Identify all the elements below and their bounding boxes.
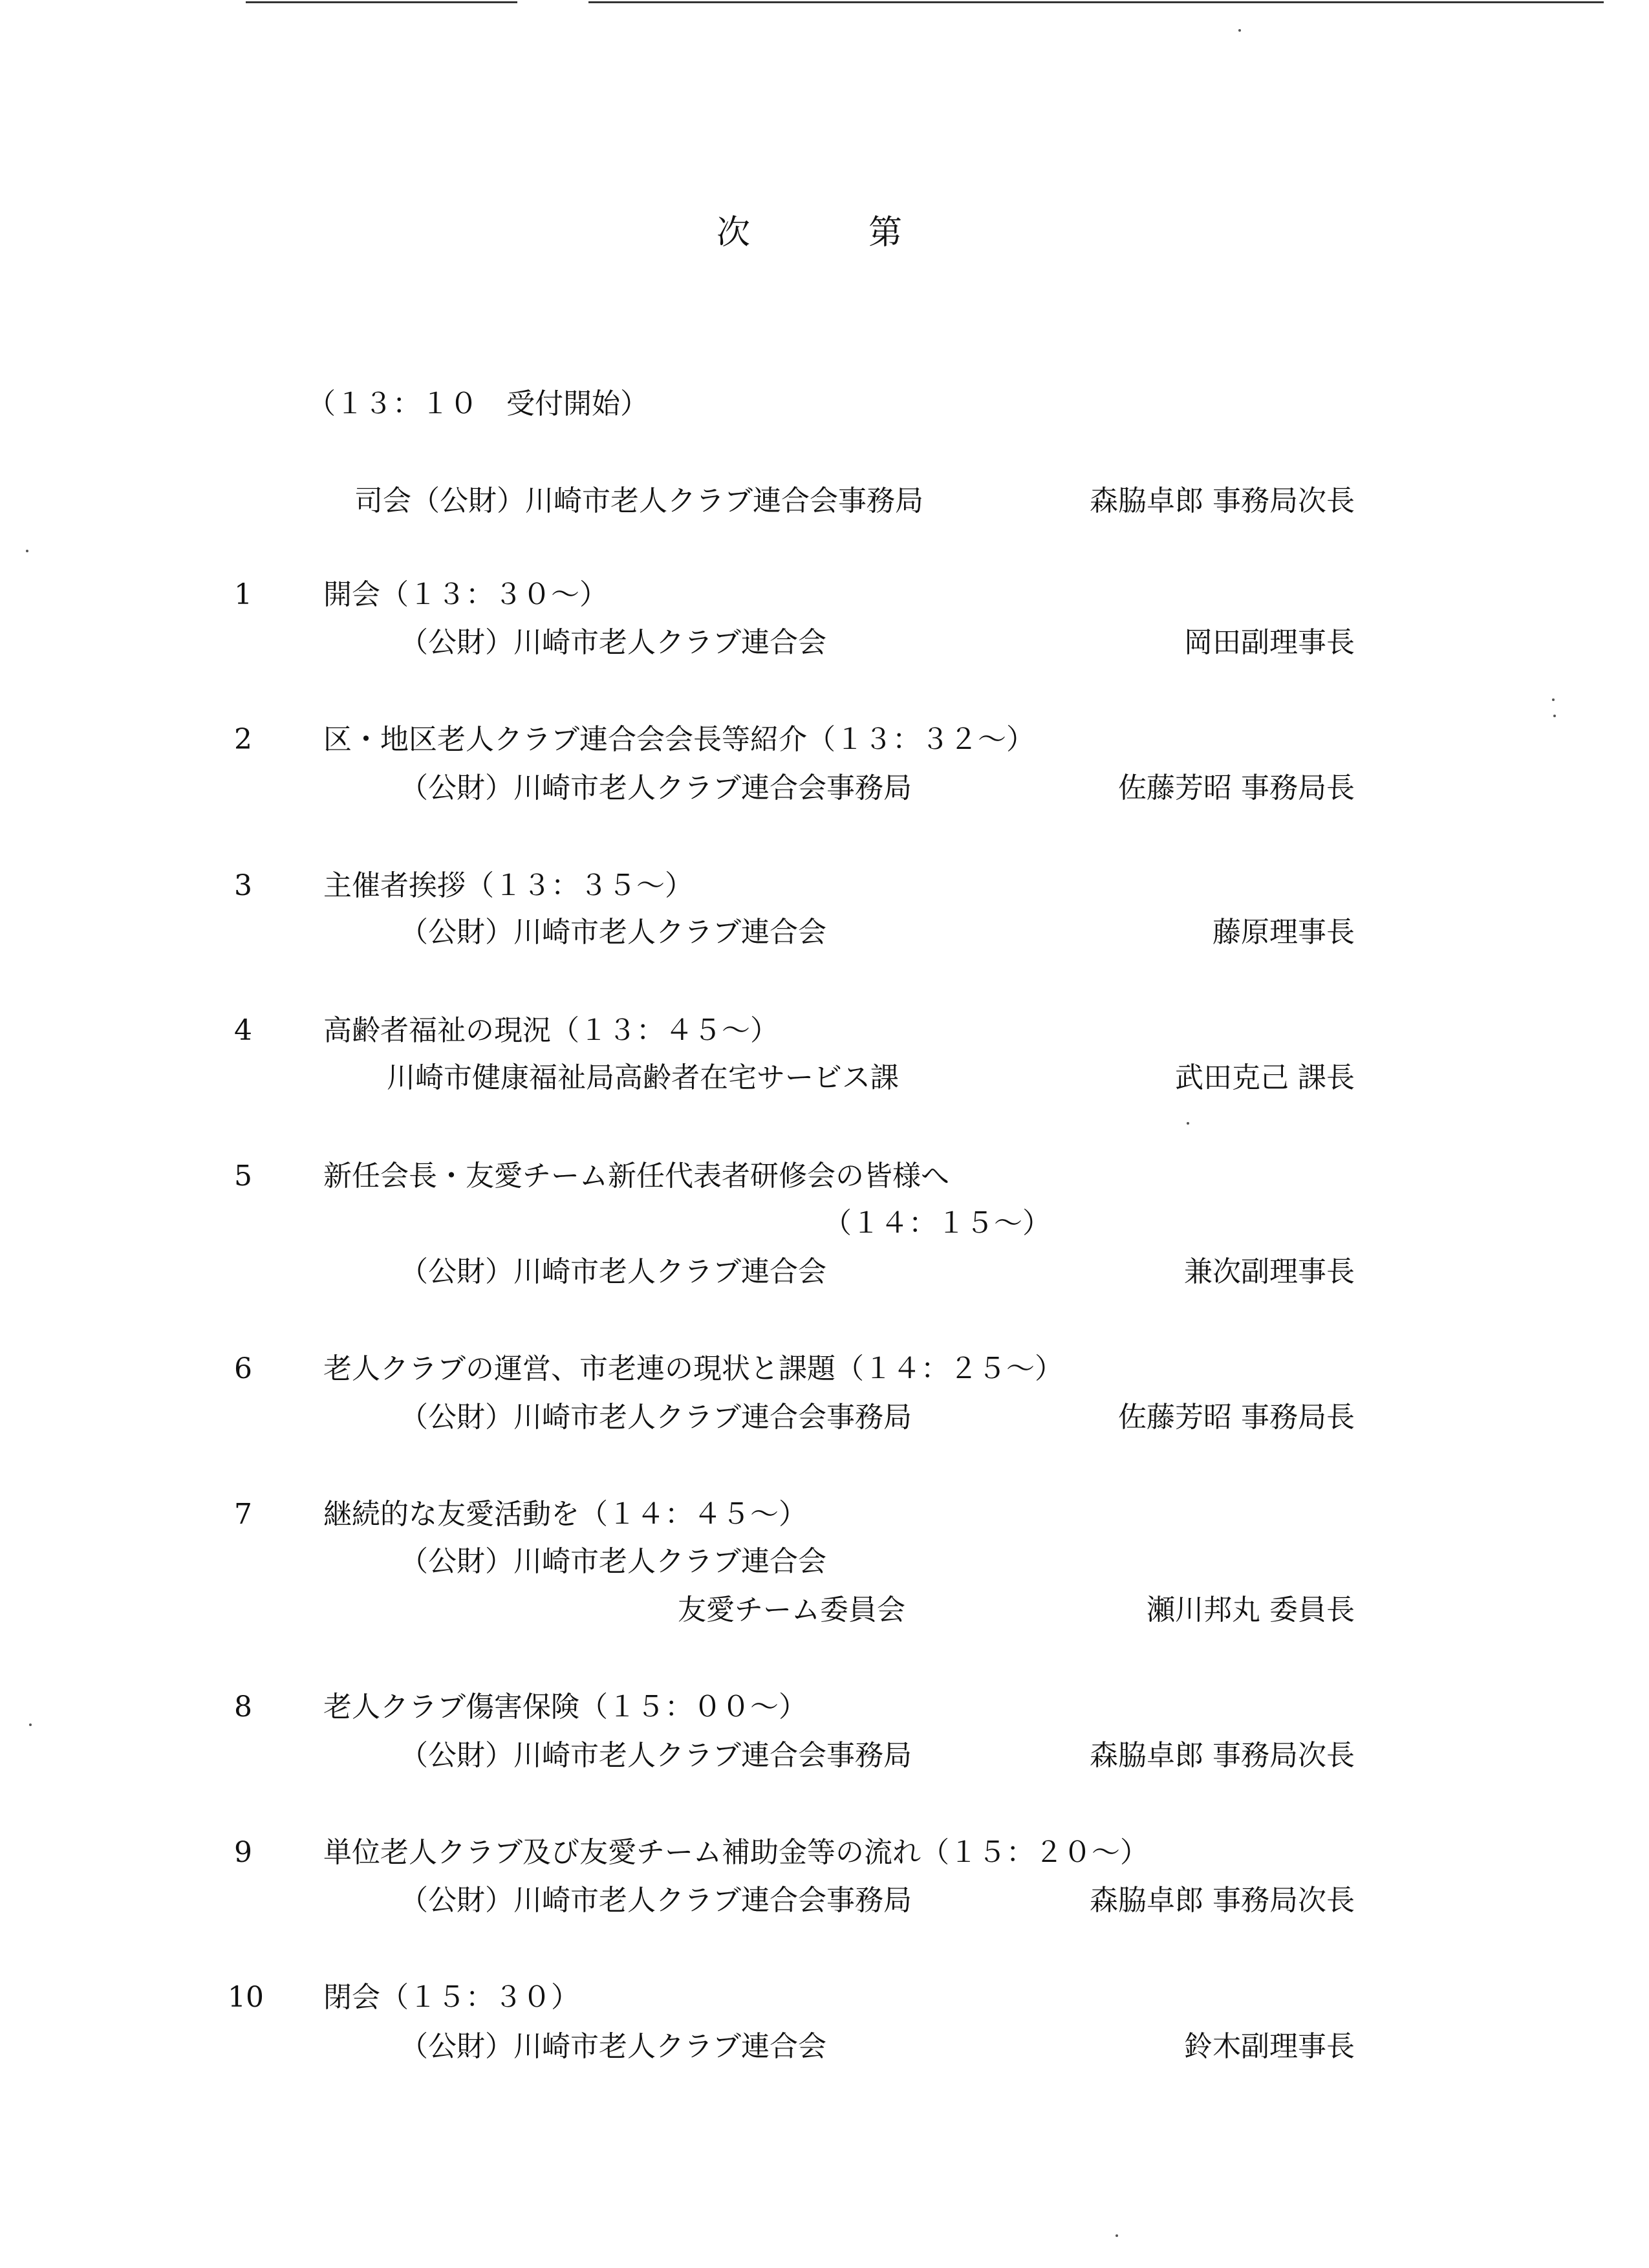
item-org: 川崎市健康福祉局高齢者在宅サービス課 bbox=[387, 1061, 899, 1094]
scan-speck bbox=[1187, 1122, 1189, 1125]
item-person: 鈴木副理事長 bbox=[1184, 2030, 1355, 2063]
item-person: 武田克己 課長 bbox=[1175, 1061, 1355, 1094]
item-person: 兼次副理事長 bbox=[1184, 1255, 1355, 1288]
item-heading: 老人クラブ傷害保険（１５：００～） bbox=[323, 1690, 807, 1723]
item-number: 7 bbox=[234, 1498, 252, 1531]
item-number: 8 bbox=[234, 1690, 252, 1723]
item-person: 森脇卓郎 事務局次長 bbox=[1090, 1739, 1355, 1772]
item-org: （公財）川崎市老人クラブ連合会事務局 bbox=[400, 1739, 912, 1772]
item-heading: 開会（１３：３０～） bbox=[323, 578, 608, 611]
page-title-char-1: 次 bbox=[717, 213, 751, 252]
scan-speck bbox=[1238, 29, 1241, 32]
scan-speck bbox=[1116, 2234, 1118, 2237]
scan-speck bbox=[26, 550, 28, 552]
item-person: 佐藤芳昭 事務局長 bbox=[1118, 772, 1355, 805]
item-number: 1 bbox=[234, 578, 252, 611]
scan-speck bbox=[29, 1723, 32, 1726]
item-number: 10 bbox=[228, 1981, 264, 2014]
item-org: （公財）川崎市老人クラブ連合会 bbox=[400, 1255, 826, 1288]
item-number: 6 bbox=[234, 1352, 252, 1385]
item-number: 9 bbox=[234, 1836, 252, 1869]
item-sub-org: 友愛チーム委員会 bbox=[678, 1593, 905, 1626]
item-heading: 区・地区老人クラブ連合会会長等紹介（１３：３２～） bbox=[323, 723, 1035, 756]
item-person: 森脇卓郎 事務局次長 bbox=[1090, 1884, 1355, 1917]
page-title-char-2: 第 bbox=[868, 213, 903, 252]
item-org: （公財）川崎市老人クラブ連合会事務局 bbox=[400, 1401, 912, 1434]
item-number: 3 bbox=[234, 869, 252, 902]
item-org: （公財）川崎市老人クラブ連合会事務局 bbox=[400, 1884, 912, 1917]
mc-org: 司会（公財）川崎市老人クラブ連合会事務局 bbox=[354, 484, 923, 517]
item-number: 5 bbox=[234, 1160, 252, 1193]
item-time: （１４：１５～） bbox=[823, 1207, 1051, 1240]
item-heading: 継続的な友愛活動を（１４：４５～） bbox=[323, 1498, 807, 1531]
item-org: （公財）川崎市老人クラブ連合会 bbox=[400, 1545, 826, 1578]
item-person: 瀬川邦丸 委員長 bbox=[1147, 1593, 1355, 1626]
item-heading: 主催者挨拶（１３：３５～） bbox=[323, 869, 693, 902]
item-heading: 単位老人クラブ及び友愛チーム補助金等の流れ（１５：２０～） bbox=[323, 1836, 1148, 1869]
scan-artifact-line bbox=[246, 1, 517, 3]
item-person: 藤原理事長 bbox=[1212, 916, 1355, 949]
item-org: （公財）川崎市老人クラブ連合会 bbox=[400, 2030, 826, 2063]
mc-person: 森脇卓郎 事務局次長 bbox=[1090, 484, 1355, 517]
item-person: 岡田副理事長 bbox=[1184, 626, 1355, 659]
reception-time: （１３：１０ 受付開始） bbox=[307, 387, 649, 420]
scan-artifact-line bbox=[588, 1, 1604, 3]
item-heading: 高齢者福祉の現況（１３：４５～） bbox=[323, 1014, 779, 1047]
item-number: 2 bbox=[234, 723, 252, 756]
item-number: 4 bbox=[234, 1014, 252, 1047]
item-heading: 新任会長・友愛チーム新任代表者研修会の皆様へ bbox=[323, 1160, 949, 1193]
item-person: 佐藤芳昭 事務局長 bbox=[1118, 1401, 1355, 1434]
item-org: （公財）川崎市老人クラブ連合会 bbox=[400, 916, 826, 949]
item-org: （公財）川崎市老人クラブ連合会 bbox=[400, 626, 826, 659]
scan-speck bbox=[1552, 698, 1555, 701]
item-heading: 閉会（１５：３０） bbox=[323, 1981, 579, 2014]
item-heading: 老人クラブの運営、市老連の現状と課題（１４：２５～） bbox=[323, 1352, 1063, 1385]
scan-speck bbox=[1553, 715, 1556, 717]
item-org: （公財）川崎市老人クラブ連合会事務局 bbox=[400, 772, 912, 805]
